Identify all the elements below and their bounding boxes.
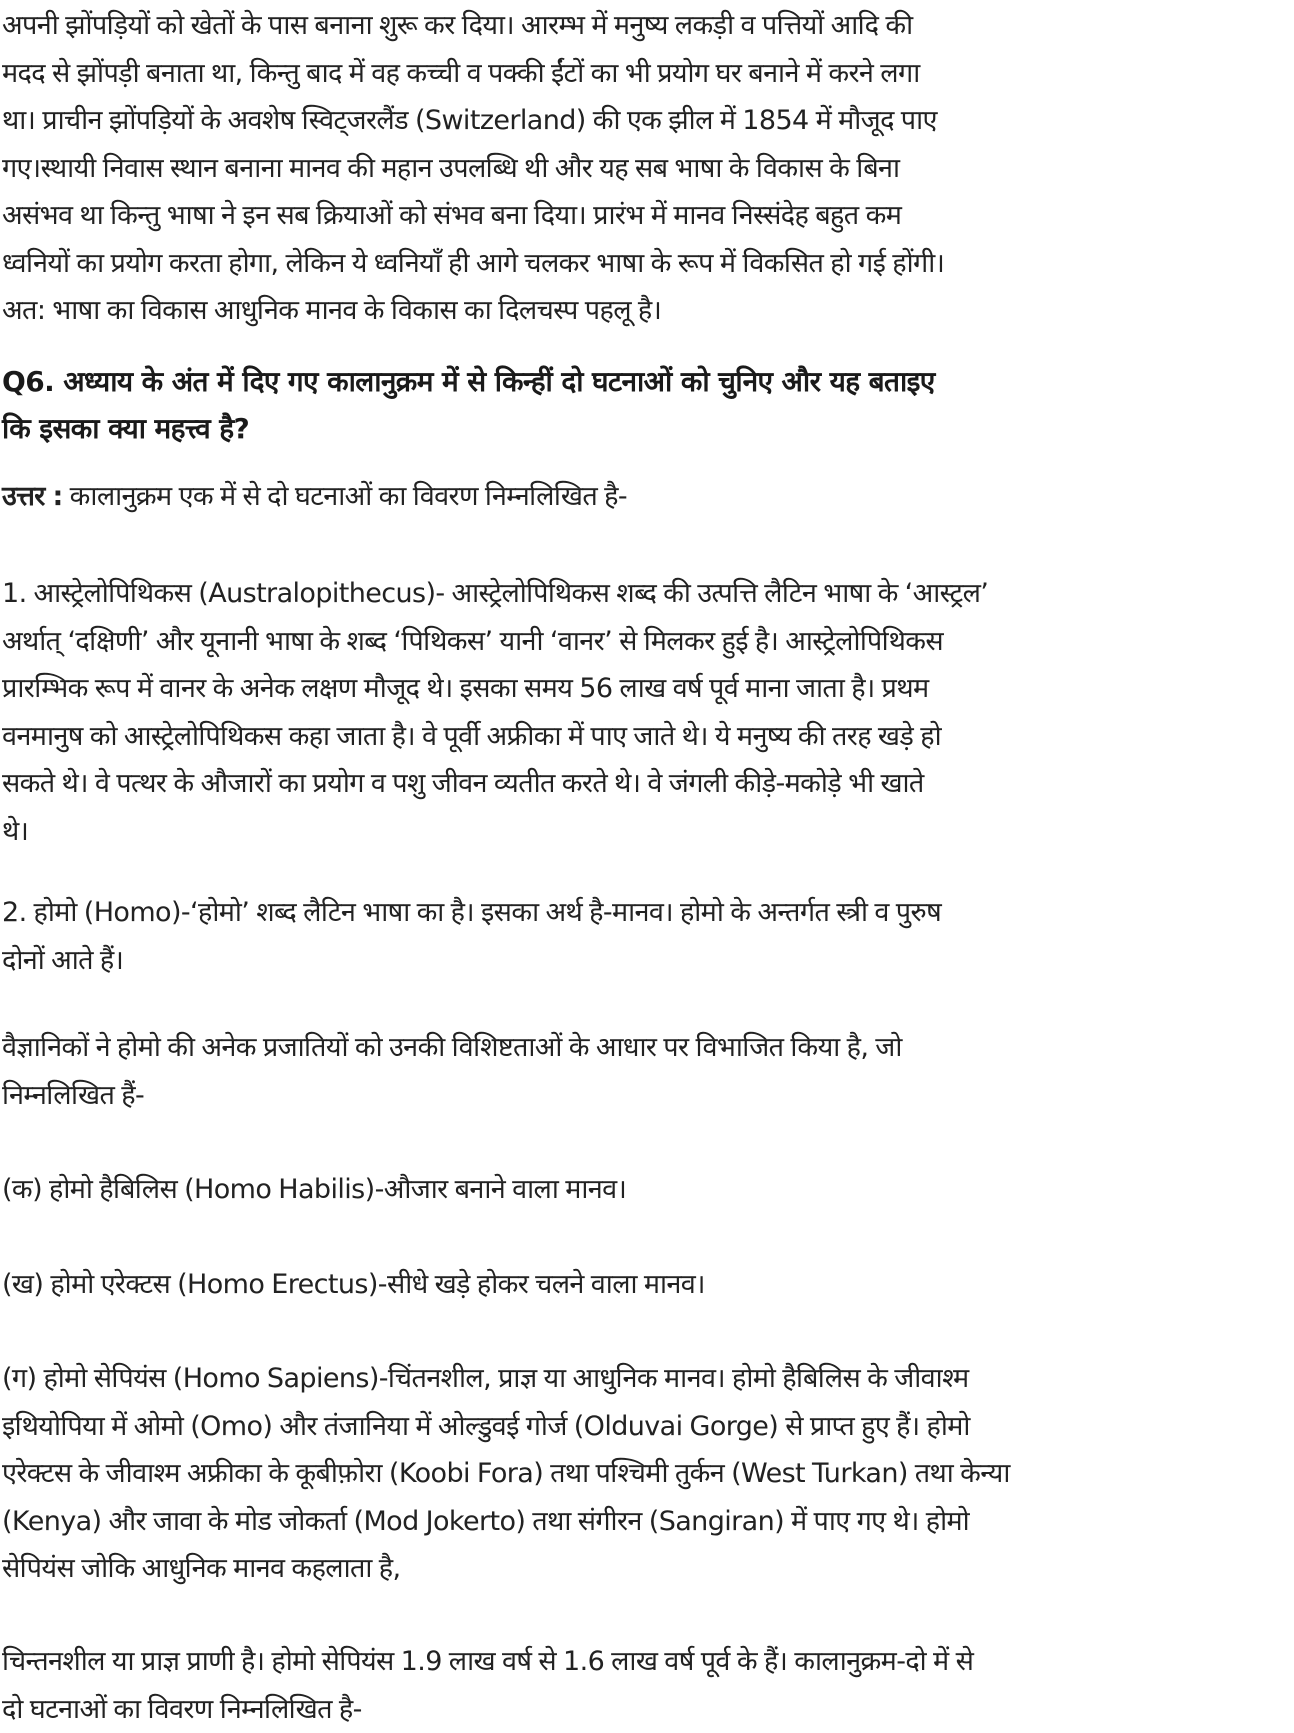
text-line: प्रारम्भिक रूप में वानर के अनेक लक्षण मौजूद थे। इसका समय 56 लाख वर्ष पूर्व माना जाता है। प्रथम xyxy=(2,665,1288,713)
answer-label: उत्तर : xyxy=(2,481,63,512)
text-line: सकते थे। वे पत्थर के औजारों का प्रयोग व पशु जीवन व्यतीत करते थे। वे जंगली कीड़े-मकोड़े भी खाते xyxy=(2,760,1288,808)
question-heading xyxy=(2,358,1288,452)
text-line: 1. आस्ट्रेलोपिथिकस (Australopithecus)- आस्ट्रेलोपिथिकस शब्द की उत्पत्ति लैटिन भाषा के ‘आस्ट्रल’ xyxy=(2,570,1288,618)
text-line: (क) होमो हैबिलिस (Homo Habilis)-औजार बनाने वाला मानव। xyxy=(2,1166,1288,1214)
text-line: वनमानुष को आस्ट्रेलोपिथिकस कहा जाता है। वे पूर्वी अफ्रीका में पाए जाते थे। ये मनुष्य की तरह खड़े हो xyxy=(2,713,1288,761)
answer-text: कालानुक्रम एक में से दो घटनाओं का विवरण निम्नलिखित है- xyxy=(63,481,627,512)
answer-line xyxy=(2,473,1288,521)
species-homo-sapiens xyxy=(2,1355,1288,1593)
closing-paragraph xyxy=(2,1638,1288,1733)
text-line: (Kenya) और जावा के मोड जोकर्ता (Mod Jokerto) तथा संगीरन (Sangiran) में पाए गए थे। होमो xyxy=(2,1498,1288,1546)
text-line: निम्नलिखित हैं- xyxy=(2,1072,1288,1120)
text-line: वैज्ञानिकों ने होमो की अनेक प्रजातियों को उनकी विशिष्टताओं के आधार पर विभाजित किया है, जो xyxy=(2,1024,1288,1072)
text-line: ध्वनियों का प्रयोग करता होगा, लेकिन ये ध्वनियाँ ही आगे चलकर भाषा के रूप में विकसित हो गई होंगी। xyxy=(2,240,1288,288)
text-line: (ग) होमो सेपियंस (Homo Sapiens)-चिंतनशील, प्राज्ञ या आधुनिक मानव। होमो हैबिलिस के जीवाश्म xyxy=(2,1355,1288,1403)
point-australopithecus xyxy=(2,570,1288,855)
scientists-paragraph xyxy=(2,1024,1288,1119)
species-homo-habilis xyxy=(2,1166,1288,1214)
answer-intro xyxy=(2,473,1288,521)
text-line: दोनों आते हैं। xyxy=(2,937,1288,985)
text-line: सेपियंस जोकि आधुनिक मानव कहलाता है, xyxy=(2,1545,1288,1593)
question-line: कि इसका क्या महत्त्व है? xyxy=(2,405,1288,452)
text-line: एरेक्टस के जीवाश्म अफ्रीका के कूबीफ़ोरा (Koobi Fora) तथा पश्चिमी तुर्कन (West Turkan) तथा केन्या xyxy=(2,1450,1288,1498)
intro-paragraph xyxy=(2,2,1288,335)
species-homo-erectus xyxy=(2,1261,1288,1309)
text-line: चिन्तनशील या प्राज्ञ प्राणी है। होमो सेपियंस 1.9 लाख वर्ष से 1.6 लाख वर्ष पूर्व के हैं। कालानुक्रम-दो में से xyxy=(2,1638,1288,1686)
text-line: मदद से झोंपड़ी बनाता था, किन्तु बाद में वह कच्ची व पक्की ईंटों का भी प्रयोग घर बनाने में करने लगा xyxy=(2,50,1288,98)
text-line: 2. होमो (Homo)-‘होमो’ शब्द लैटिन भाषा का है। इसका अर्थ है-मानव। होमो के अन्तर्गत स्त्री व पुरुष xyxy=(2,889,1288,937)
text-line: इथियोपिया में ओमो (Omo) और तंजानिया में ओल्डुवई गोर्ज (Olduvai Gorge) से प्राप्त हुए हैं। होमो xyxy=(2,1403,1288,1451)
text-line: थे। xyxy=(2,808,1288,856)
text-line: अपनी झोंपड़ियों को खेतों के पास बनाना शुरू कर दिया। आरम्भ में मनुष्य लकड़ी व पत्तियों आदि की xyxy=(2,2,1288,50)
text-line: अर्थात् ‘दक्षिणी’ और यूनानी भाषा के शब्द ‘पिथिकस’ यानी ‘वानर’ से मिलकर हुई है। आस्ट्रेलोपिथिकस xyxy=(2,618,1288,666)
text-line: असंभव था किन्तु भाषा ने इन सब क्रियाओं को संभव बना दिया। प्रारंभ में मानव निस्संदेह बहुत कम xyxy=(2,192,1288,240)
point-homo xyxy=(2,889,1288,984)
text-line: अत: भाषा का विकास आधुनिक मानव के विकास का दिलचस्प पहलू है। xyxy=(2,287,1288,335)
question-line: Q6. अध्याय के अंत में दिए गए कालानुक्रम में से किन्हीं दो घटनाओं को चुनिए और यह बताइए xyxy=(2,358,1288,405)
text-line: था। प्राचीन झोंपड़ियों के अवशेष स्विट्जरलैंड (Switzerland) की एक झील में 1854 में मौजूद पाए xyxy=(2,97,1288,145)
text-line: दो घटनाओं का विवरण निम्नलिखित है- xyxy=(2,1686,1288,1733)
text-line: गए।स्थायी निवास स्थान बनाना मानव की महान उपलब्धि थी और यह सब भाषा के विकास के बिना xyxy=(2,145,1288,193)
text-line: (ख) होमो एरेक्टस (Homo Erectus)-सीधे खड़े होकर चलने वाला मानव। xyxy=(2,1261,1288,1309)
